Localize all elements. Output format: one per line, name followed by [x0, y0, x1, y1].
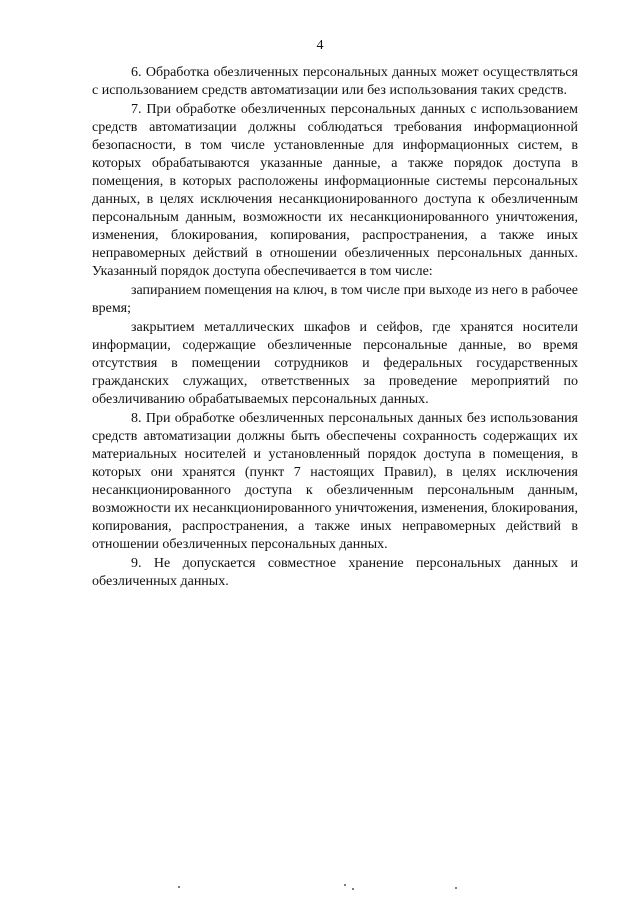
paragraph-8: 8. При обработке обезличенных персональных данных без использования средств автоматизации должны быть обеспечены сохранность содержащих их материальных носителей и установленный порядок доступа в помещения, в которых они хранятся (пункт 7 настоящих Правил), в целях исключения несанкционированного доступа к обезличенным персональным данным, возможности их несанкционированного уничтожения, изменения, блокирования, копирования, распространения, а также иных неправомерных действий в отношении обезличенных персональных данных.: [92, 411, 578, 552]
paragraph-7-item-safes: закрытием металлических шкафов и сейфов, где хранятся носители информации, содержащие обезличенные персональные данные, во время отсутствия в помещении сотрудников и федеральных государственных гражданских служащих, ответственных за проведение мероприятий по обезличиванию обрабатываемых персональных данных.: [92, 320, 578, 407]
scan-speck: [178, 886, 180, 888]
paragraph-7-item-key-lock: запиранием помещения на ключ, в том числе при выходе из него в рабочее время;: [92, 283, 578, 316]
paragraph-7: 7. При обработке обезличенных персональных данных с использованием средств автоматизации должны соблюдаться требования информационной безопасности, в том числе установленные для информационных систем, в которых обрабатываются указанные данные, а также порядок доступа в помещения, в которых расположены информационные системы персональных данных, в целях исключения несанкционированного доступа к обезличенным персональным данным, возможности их несанкционированного уничтожения, изменения, блокирования, копирования, распространения, а также иных неправомерных действий в отношении обезличенных персональных данных. Указанный порядок доступа обеспечивается в том числе:: [92, 102, 578, 279]
scan-speck: [352, 888, 354, 890]
scan-specks: [0, 884, 640, 894]
paragraph-6: 6. Обработка обезличенных персональных данных может осуществляться с использованием средств автоматизации или без использования таких средств.: [92, 65, 578, 98]
paragraph-9: 9. Не допускается совместное хранение персональных данных и обезличенных данных.: [92, 556, 578, 589]
scan-speck: [344, 884, 346, 886]
page-number: 4: [316, 38, 324, 53]
scan-speck: [455, 887, 457, 889]
document-body: [92, 64, 578, 592]
